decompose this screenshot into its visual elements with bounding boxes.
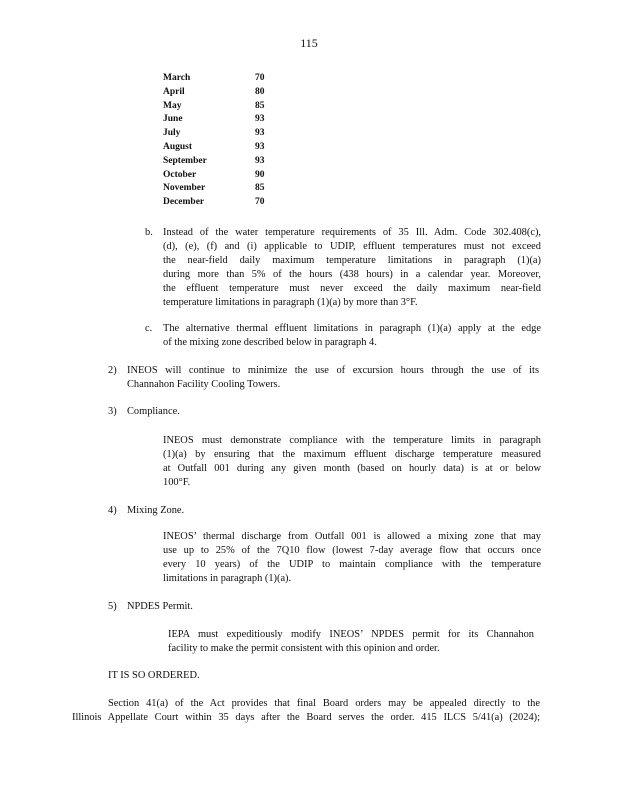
item-4-label: 4) <box>108 505 117 516</box>
value-cell: 80 <box>255 86 265 97</box>
value-cell: 93 <box>255 141 265 152</box>
text-line: Illinois Appellate Court within 35 days after the Board serves the order. 415 ILCS 5/41(a) (2024); <box>72 712 540 723</box>
text-line: limitations in paragraph (1)(a). <box>163 573 292 584</box>
text-line: INEOS’ thermal discharge from Outfall 001 is allowed a mixing zone that may <box>163 531 541 542</box>
item-5-label: 5) <box>108 601 117 612</box>
value-cell: 90 <box>255 169 265 180</box>
month-cell: July <box>163 128 181 139</box>
value-cell: 93 <box>255 114 265 125</box>
month-cell: November <box>163 183 206 194</box>
text-line: during more than 5% of the hours (438 hours) in a calendar year. Moreover, <box>163 269 541 280</box>
table-row <box>163 196 273 210</box>
table-row <box>163 155 273 169</box>
value-cell: 70 <box>255 73 265 83</box>
month-cell: August <box>163 141 193 152</box>
text-line: temperature limitations in paragraph (1)(a) by more than 3°F. <box>163 297 418 308</box>
text-line: INEOS will continue to minimize the use of excursion hours through the use of its <box>127 365 539 376</box>
item-4-heading: Mixing Zone. <box>127 505 185 516</box>
text-line: INEOS must demonstrate compliance with the temperature limits in paragraph <box>163 435 541 446</box>
text-line: Section 41(a) of the Act provides that final Board orders may be appealed directly to the <box>108 698 540 709</box>
value-cell: 93 <box>255 155 265 166</box>
text-line: facility to make the permit consistent with this opinion and order. <box>168 643 440 654</box>
item-3-paragraph <box>163 434 541 490</box>
month-cell: October <box>163 169 197 180</box>
item-b-paragraph <box>163 226 541 310</box>
month-cell: September <box>163 155 207 166</box>
table-row <box>163 72 273 86</box>
item-5-paragraph <box>168 628 534 656</box>
text-line: The alternative thermal effluent limitations in paragraph (1)(a) apply at the edge <box>163 323 541 334</box>
table-row <box>163 127 273 141</box>
text-line: Channahon Facility Cooling Towers. <box>127 379 281 390</box>
value-cell: 70 <box>255 197 265 208</box>
page-number: 115 <box>300 36 318 50</box>
table-row <box>163 113 273 127</box>
month-cell: April <box>163 86 185 97</box>
text-line: Instead of the water temperature requirements of 35 Ill. Adm. Code 302.408(c), <box>163 227 541 238</box>
item-2-label: 2) <box>108 365 117 376</box>
text-line: at Outfall 001 during any given month (based on hourly data) is at or below <box>163 463 541 474</box>
so-ordered-line: IT IS SO ORDERED. <box>108 670 200 681</box>
text-line: (1)(a) by ensuring that the maximum effluent discharge temperature measured <box>163 449 541 460</box>
item-4-paragraph <box>163 530 541 586</box>
month-cell: March <box>163 73 191 83</box>
text-line: 100°F. <box>163 477 191 488</box>
monthly-temperature-table <box>163 72 273 210</box>
table-row <box>163 86 273 100</box>
item-c-paragraph <box>163 322 541 350</box>
table-row <box>163 141 273 155</box>
closing-paragraph <box>72 697 540 725</box>
item-c-label: c. <box>145 323 153 334</box>
text-line: every 10 years) of the UDIP to maintain compliance with the temperature <box>163 559 541 570</box>
item-3-label: 3) <box>108 406 117 417</box>
month-cell: May <box>163 100 182 111</box>
text-line: the effluent temperature must never exceed the daily maximum near-field <box>163 283 541 294</box>
text-line: of the mixing zone described below in paragraph 4. <box>163 337 377 348</box>
value-cell: 93 <box>255 128 265 139</box>
item-3-heading: Compliance. <box>127 406 180 417</box>
text-line: the near-field daily maximum temperature limitations in paragraph (1)(a) <box>163 255 541 266</box>
item-2-paragraph <box>127 364 539 392</box>
value-cell: 85 <box>255 183 265 194</box>
item-5-heading: NPDES Permit. <box>127 601 193 612</box>
text-line: (d), (e), (f) and (i) applicable to UDIP, effluent temperatures must not exceed <box>163 241 541 252</box>
item-b-label: b. <box>145 227 153 238</box>
month-cell: June <box>163 114 183 125</box>
value-cell: 85 <box>255 100 265 111</box>
table-row <box>163 169 273 183</box>
table-row <box>163 100 273 114</box>
table-row <box>163 182 273 196</box>
month-cell: December <box>163 197 205 208</box>
text-line: use up to 25% of the 7Q10 flow (lowest 7-day average flow that occurs once <box>163 545 541 556</box>
text-line: IEPA must expeditiously modify INEOS’ NPDES permit for its Channahon <box>168 629 534 640</box>
